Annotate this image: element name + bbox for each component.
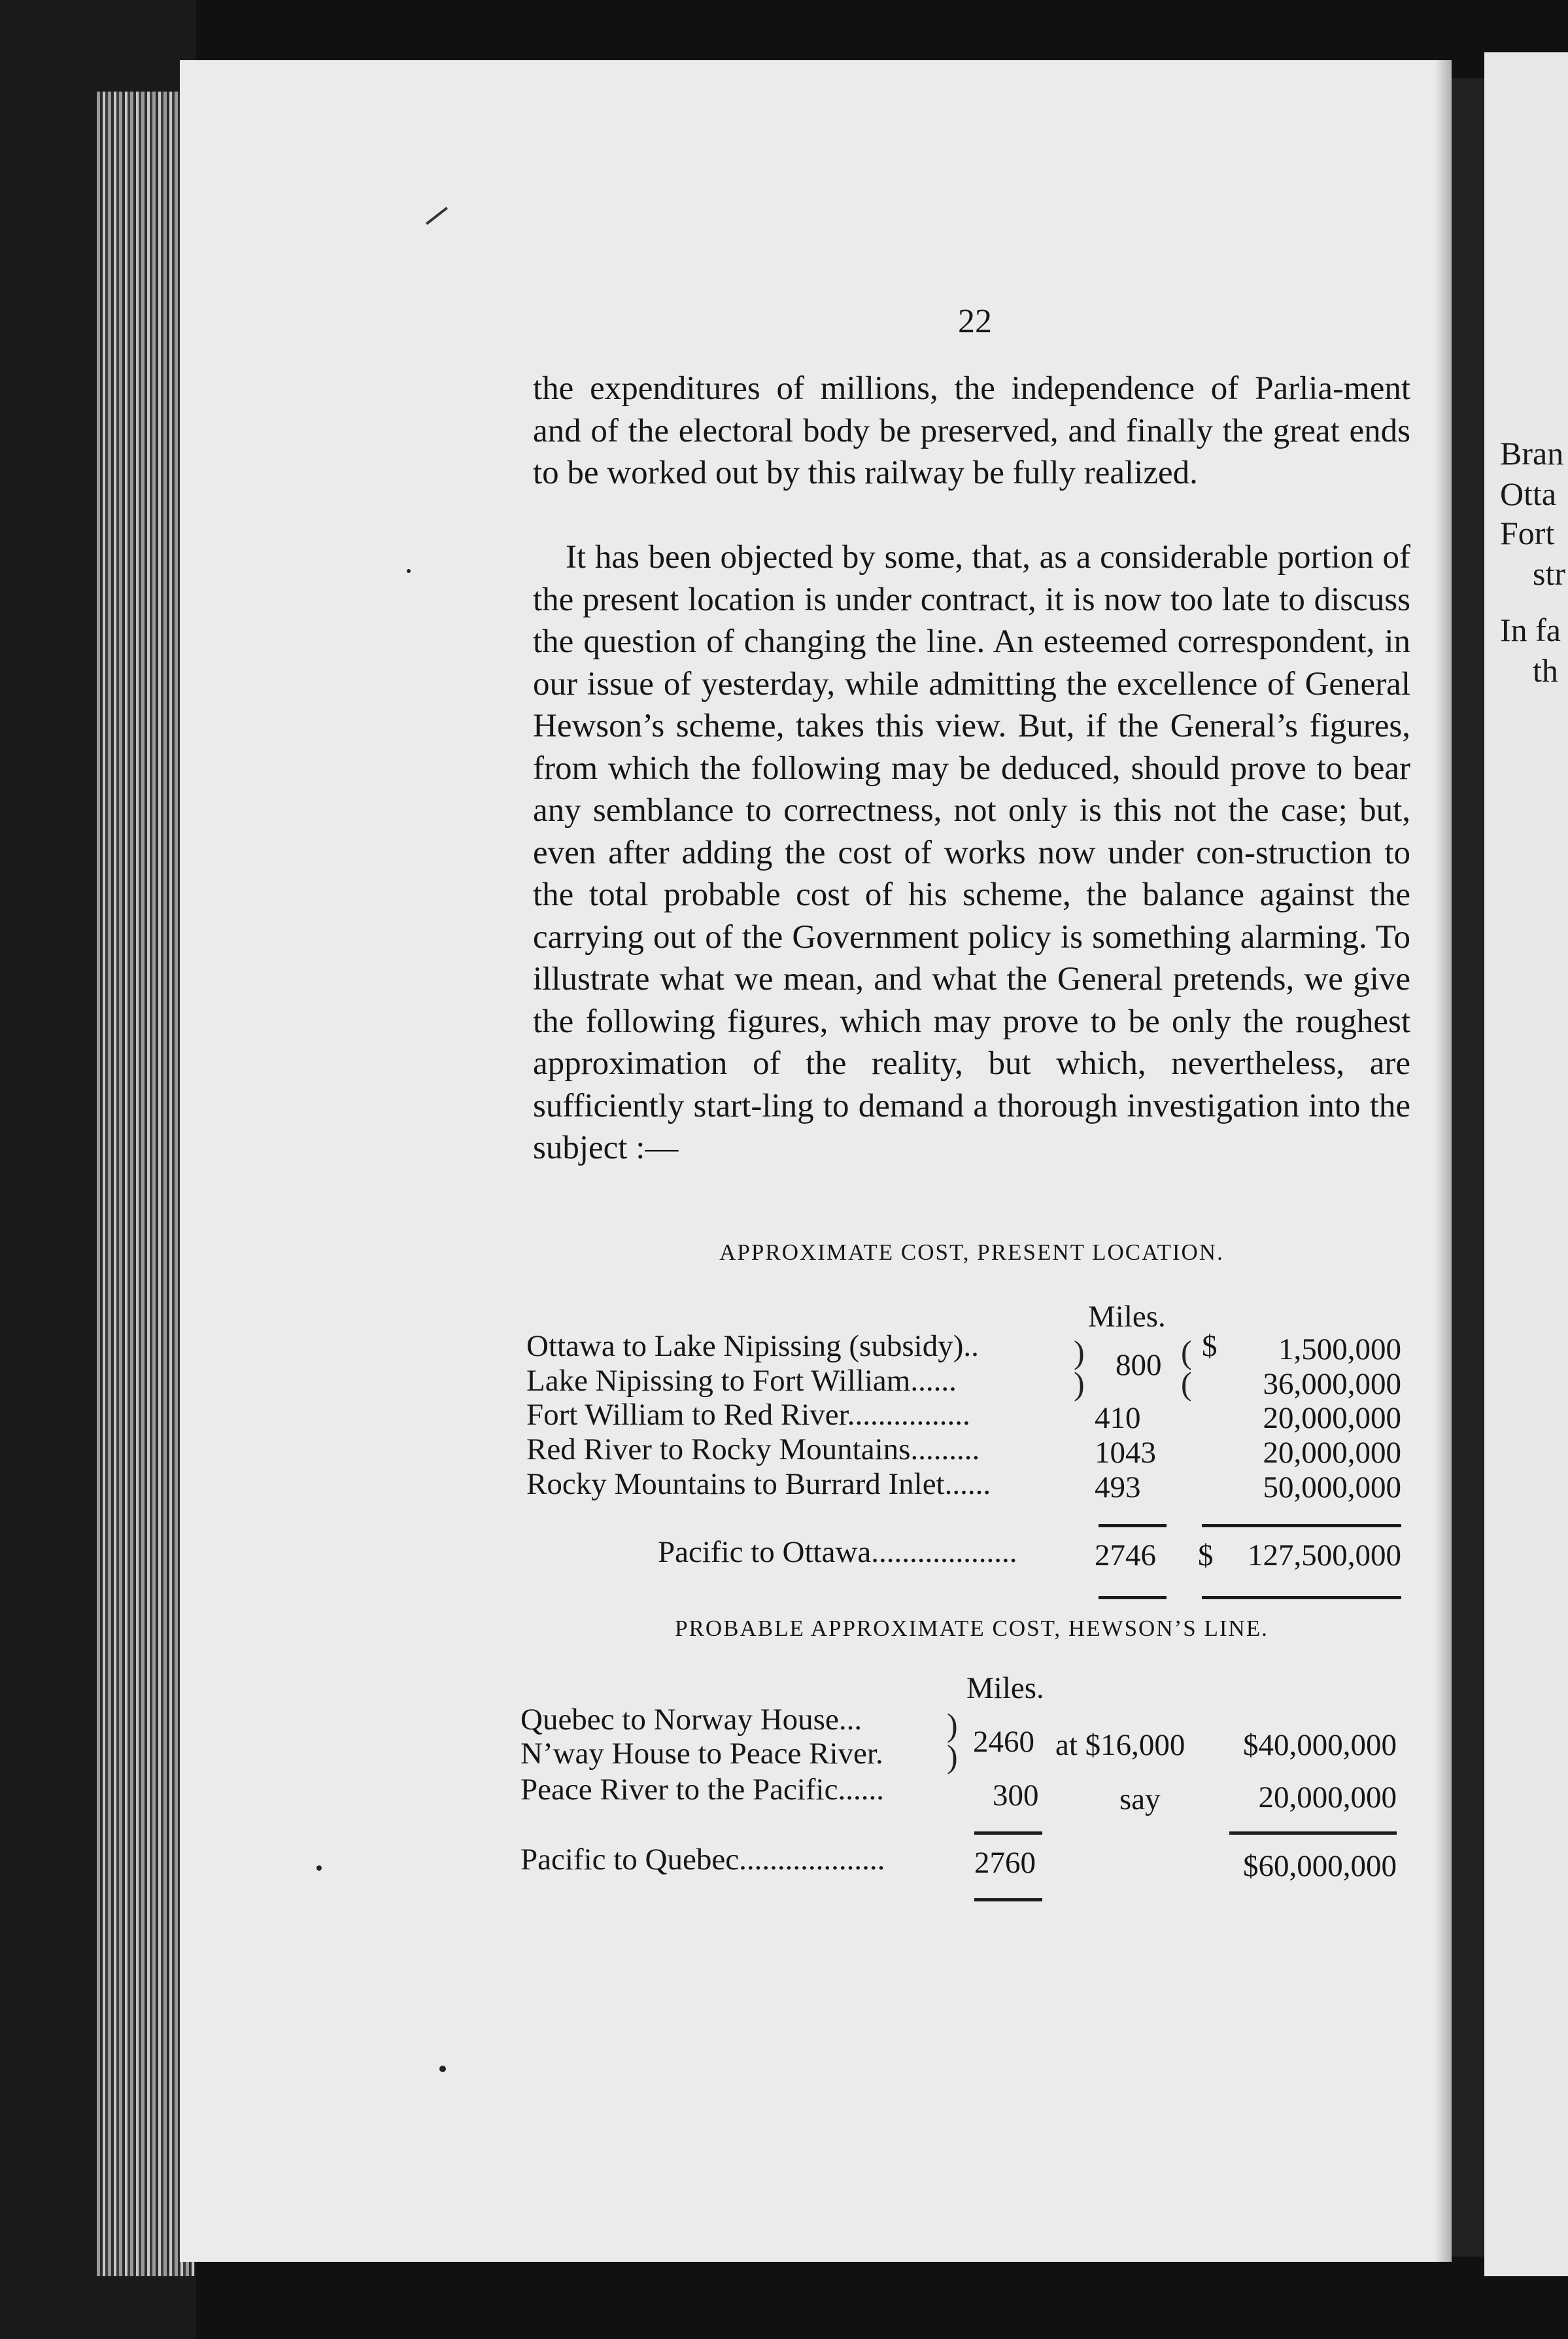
rule xyxy=(974,1898,1042,1901)
rule xyxy=(1202,1524,1401,1527)
facing-fragment: Bran xyxy=(1500,435,1564,472)
paragraph: the expenditures of millions, the independence of Parlia-ment and of the electoral body be preserved, and finally the great ends to be worked out by this railway be fully realized. xyxy=(533,370,1410,491)
route-label: Quebec to Norway House... xyxy=(520,1703,862,1737)
total-label: Pacific to Ottawa................... xyxy=(658,1535,1017,1569)
cost-value: 20,000,000 xyxy=(1263,1436,1401,1470)
cost-value: 36,000,000 xyxy=(1263,1367,1401,1401)
miles-header: Miles. xyxy=(1088,1300,1166,1334)
rule xyxy=(974,1831,1042,1835)
speck xyxy=(439,2066,446,2072)
total-miles: 2746 xyxy=(1095,1538,1156,1572)
rate-value: at $16,000 xyxy=(1055,1728,1185,1762)
route-label: Peace River to the Pacific...... xyxy=(520,1773,884,1807)
brace: ) xyxy=(947,1738,958,1775)
cost-value: 20,000,000 xyxy=(1263,1401,1401,1435)
route-label: N’way House to Peace River. xyxy=(520,1737,883,1771)
dollar-sign: $ xyxy=(1202,1329,1218,1363)
facing-fragment: str xyxy=(1533,555,1565,592)
facing-fragment: Otta xyxy=(1500,476,1557,512)
cost-value: 20,000,000 xyxy=(1258,1780,1397,1814)
facing-fragment: Fort xyxy=(1500,515,1555,551)
speck xyxy=(316,1865,322,1871)
brace: ) xyxy=(1074,1334,1085,1370)
brace: ) xyxy=(1074,1365,1085,1402)
paragraph: It has been objected by some, that, as a considerable portion of the present location is under contract, it is now too late to discuss the question of changing the line. An esteemed correspondent, in our issue of yesterday, while admitting the excellence of General Hewson’s scheme, takes this view. But, if the General’s figures, from which the following may be deduced, should prove to bear any semblance to correctness, not only is this not the case; but, even after adding the cost of works now under con-struction to the total probable cost of his scheme, the balance against the carrying out of the Government policy is something alarming. To illustrate what we mean, and what the General pretends, we give the following figures, which may prove to be only the roughest approximation of the reality, but which, nevertheless, are sufficiently start-ling to demand a thorough investigation into the subject :— xyxy=(533,539,1410,1166)
table-title: APPROXIMATE COST, PRESENT LOCATION. xyxy=(719,1239,1224,1265)
rule xyxy=(1099,1596,1167,1599)
rule xyxy=(1202,1596,1401,1599)
brace: ( xyxy=(1181,1365,1192,1402)
cost-value: 50,000,000 xyxy=(1263,1470,1401,1504)
cost-value: 1,500,000 xyxy=(1278,1332,1401,1366)
speck xyxy=(407,569,411,573)
miles-value: 2460 xyxy=(973,1725,1034,1759)
route-label: Fort William to Red River................ xyxy=(526,1398,970,1432)
route-label: Red River to Rocky Mountains......... xyxy=(526,1432,980,1466)
brace: ( xyxy=(1181,1334,1192,1370)
brace: ) xyxy=(947,1707,958,1743)
dollar-sign: $ xyxy=(1198,1538,1214,1572)
total-miles: 2760 xyxy=(974,1846,1036,1880)
book-gutter xyxy=(1452,78,1484,2257)
cost-value: $40,000,000 xyxy=(1243,1728,1397,1762)
total-label: Pacific to Quebec................... xyxy=(520,1843,885,1877)
rate-value: say xyxy=(1119,1782,1161,1816)
miles-value: 300 xyxy=(993,1778,1039,1812)
miles-value: 493 xyxy=(1095,1470,1141,1504)
rule xyxy=(1229,1831,1397,1835)
total-cost: $60,000,000 xyxy=(1243,1849,1397,1883)
table-title: PROBABLE APPROXIMATE COST, HEWSON’S LINE. xyxy=(675,1616,1269,1641)
route-label: Lake Nipissing to Fort William...... xyxy=(526,1364,957,1398)
miles-value: 1043 xyxy=(1095,1436,1156,1470)
page-number: 22 xyxy=(958,303,992,340)
route-label: Rocky Mountains to Burrard Inlet...... xyxy=(526,1467,991,1501)
miles-header: Miles. xyxy=(966,1671,1044,1705)
rule xyxy=(1099,1524,1167,1527)
total-cost: 127,500,000 xyxy=(1248,1538,1401,1572)
miles-value: 410 xyxy=(1095,1401,1141,1435)
route-label: Ottawa to Lake Nipissing (subsidy).. xyxy=(526,1329,979,1363)
facing-page xyxy=(1484,52,1568,2276)
miles-value: 800 xyxy=(1116,1348,1162,1382)
facing-fragment: In fa xyxy=(1500,612,1561,648)
facing-fragment: th xyxy=(1533,652,1558,689)
